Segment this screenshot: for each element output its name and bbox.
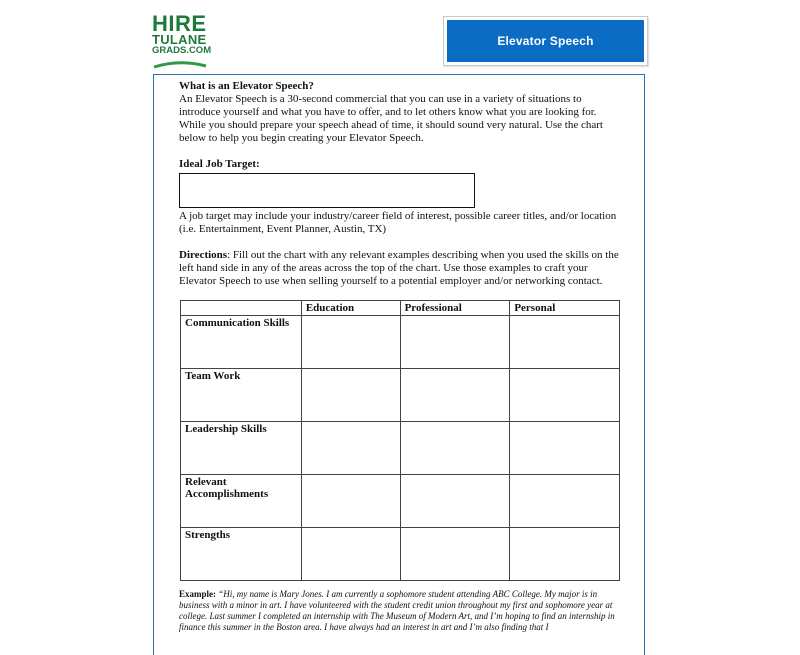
cell-leadership-personal[interactable] bbox=[510, 422, 620, 475]
row-label-team-work: Team Work bbox=[181, 369, 302, 422]
job-target-note: A job target may include your industry/career field of interest, possible career titles, and/or location (i.e. Entertainment, Event Planner, Austin, TX) bbox=[179, 210, 617, 235]
example-label: Example: bbox=[179, 589, 216, 599]
job-target-field[interactable] bbox=[179, 173, 475, 208]
cell-strengths-personal[interactable] bbox=[510, 528, 620, 581]
table-row bbox=[181, 475, 620, 528]
cell-communication-education[interactable] bbox=[301, 316, 400, 369]
logo-line-hire: HIRE bbox=[152, 11, 207, 36]
page-title: Elevator Speech bbox=[447, 20, 644, 62]
chart-header-personal: Personal bbox=[510, 301, 620, 316]
hire-tulane-logo bbox=[152, 11, 222, 70]
example-paragraph bbox=[179, 589, 621, 633]
row-label-communication: Communication Skills bbox=[181, 316, 302, 369]
skills-chart bbox=[180, 300, 620, 581]
row-label-strengths: Strengths bbox=[181, 528, 302, 581]
cell-accomplishments-personal[interactable] bbox=[510, 475, 620, 528]
chart-header-education: Education bbox=[301, 301, 400, 316]
title-frame bbox=[443, 16, 648, 66]
intro-body: An Elevator Speech is a 30-second commercial that you can use in a variety of situations to introduce yourself and what you have to offer, and to let others know what you are looking for. While you should prepare your speech ahead of time, it should sound very natural. Use the chart below to help you begin creating your Elevator Speech. bbox=[179, 93, 603, 144]
cell-accomplishments-education[interactable] bbox=[301, 475, 400, 528]
table-row bbox=[181, 369, 620, 422]
logo-swoosh-icon bbox=[152, 60, 208, 70]
intro-heading: What is an Elevator Speech? bbox=[179, 80, 314, 92]
job-target-heading: Ideal Job Target: bbox=[179, 158, 260, 170]
cell-accomplishments-professional[interactable] bbox=[400, 475, 510, 528]
cell-team-work-education[interactable] bbox=[301, 369, 400, 422]
cell-communication-professional[interactable] bbox=[400, 316, 510, 369]
table-row bbox=[181, 316, 620, 369]
example-text: “Hi, my name is Mary Jones. I am currently a sophomore student attending ABC College. My major is in business with a minor in art. I have volunteered with the student credit union throughout my first and sophomore year at college. Last summer I completed an internship with The Museum of Modern Art, and I’m hoping to find an internship in finance this summer in the Boston area. I have always had an interest in art and I’m also finding that I bbox=[179, 589, 615, 632]
directions-text: : Fill out the chart with any relevant examples describing when you used the skills on the left hand side in any of the areas across the top of the chart. Use those examples to craft your Elevator Speech to use when selling yourself to a potential employer and/or networking contact. bbox=[179, 249, 619, 287]
cell-strengths-education[interactable] bbox=[301, 528, 400, 581]
cell-team-work-personal[interactable] bbox=[510, 369, 620, 422]
job-target-note-block bbox=[179, 210, 624, 288]
table-row bbox=[181, 422, 620, 475]
directions bbox=[179, 249, 624, 288]
chart-header-row bbox=[181, 301, 620, 316]
cell-team-work-professional[interactable] bbox=[400, 369, 510, 422]
cell-leadership-education[interactable] bbox=[301, 422, 400, 475]
logo-line-tulane: TULANE bbox=[152, 32, 207, 47]
chart-header-blank bbox=[181, 301, 302, 316]
cell-leadership-professional[interactable] bbox=[400, 422, 510, 475]
table-row bbox=[181, 528, 620, 581]
directions-label: Directions bbox=[179, 249, 228, 261]
chart-header-professional: Professional bbox=[400, 301, 510, 316]
row-label-accomplishments: Relevant Accomplishments bbox=[181, 475, 302, 528]
document-content bbox=[179, 80, 624, 171]
logo-line-grads: GRADS.COM bbox=[152, 45, 212, 56]
cell-strengths-professional[interactable] bbox=[400, 528, 510, 581]
cell-communication-personal[interactable] bbox=[510, 316, 620, 369]
row-label-leadership: Leadership Skills bbox=[181, 422, 302, 475]
